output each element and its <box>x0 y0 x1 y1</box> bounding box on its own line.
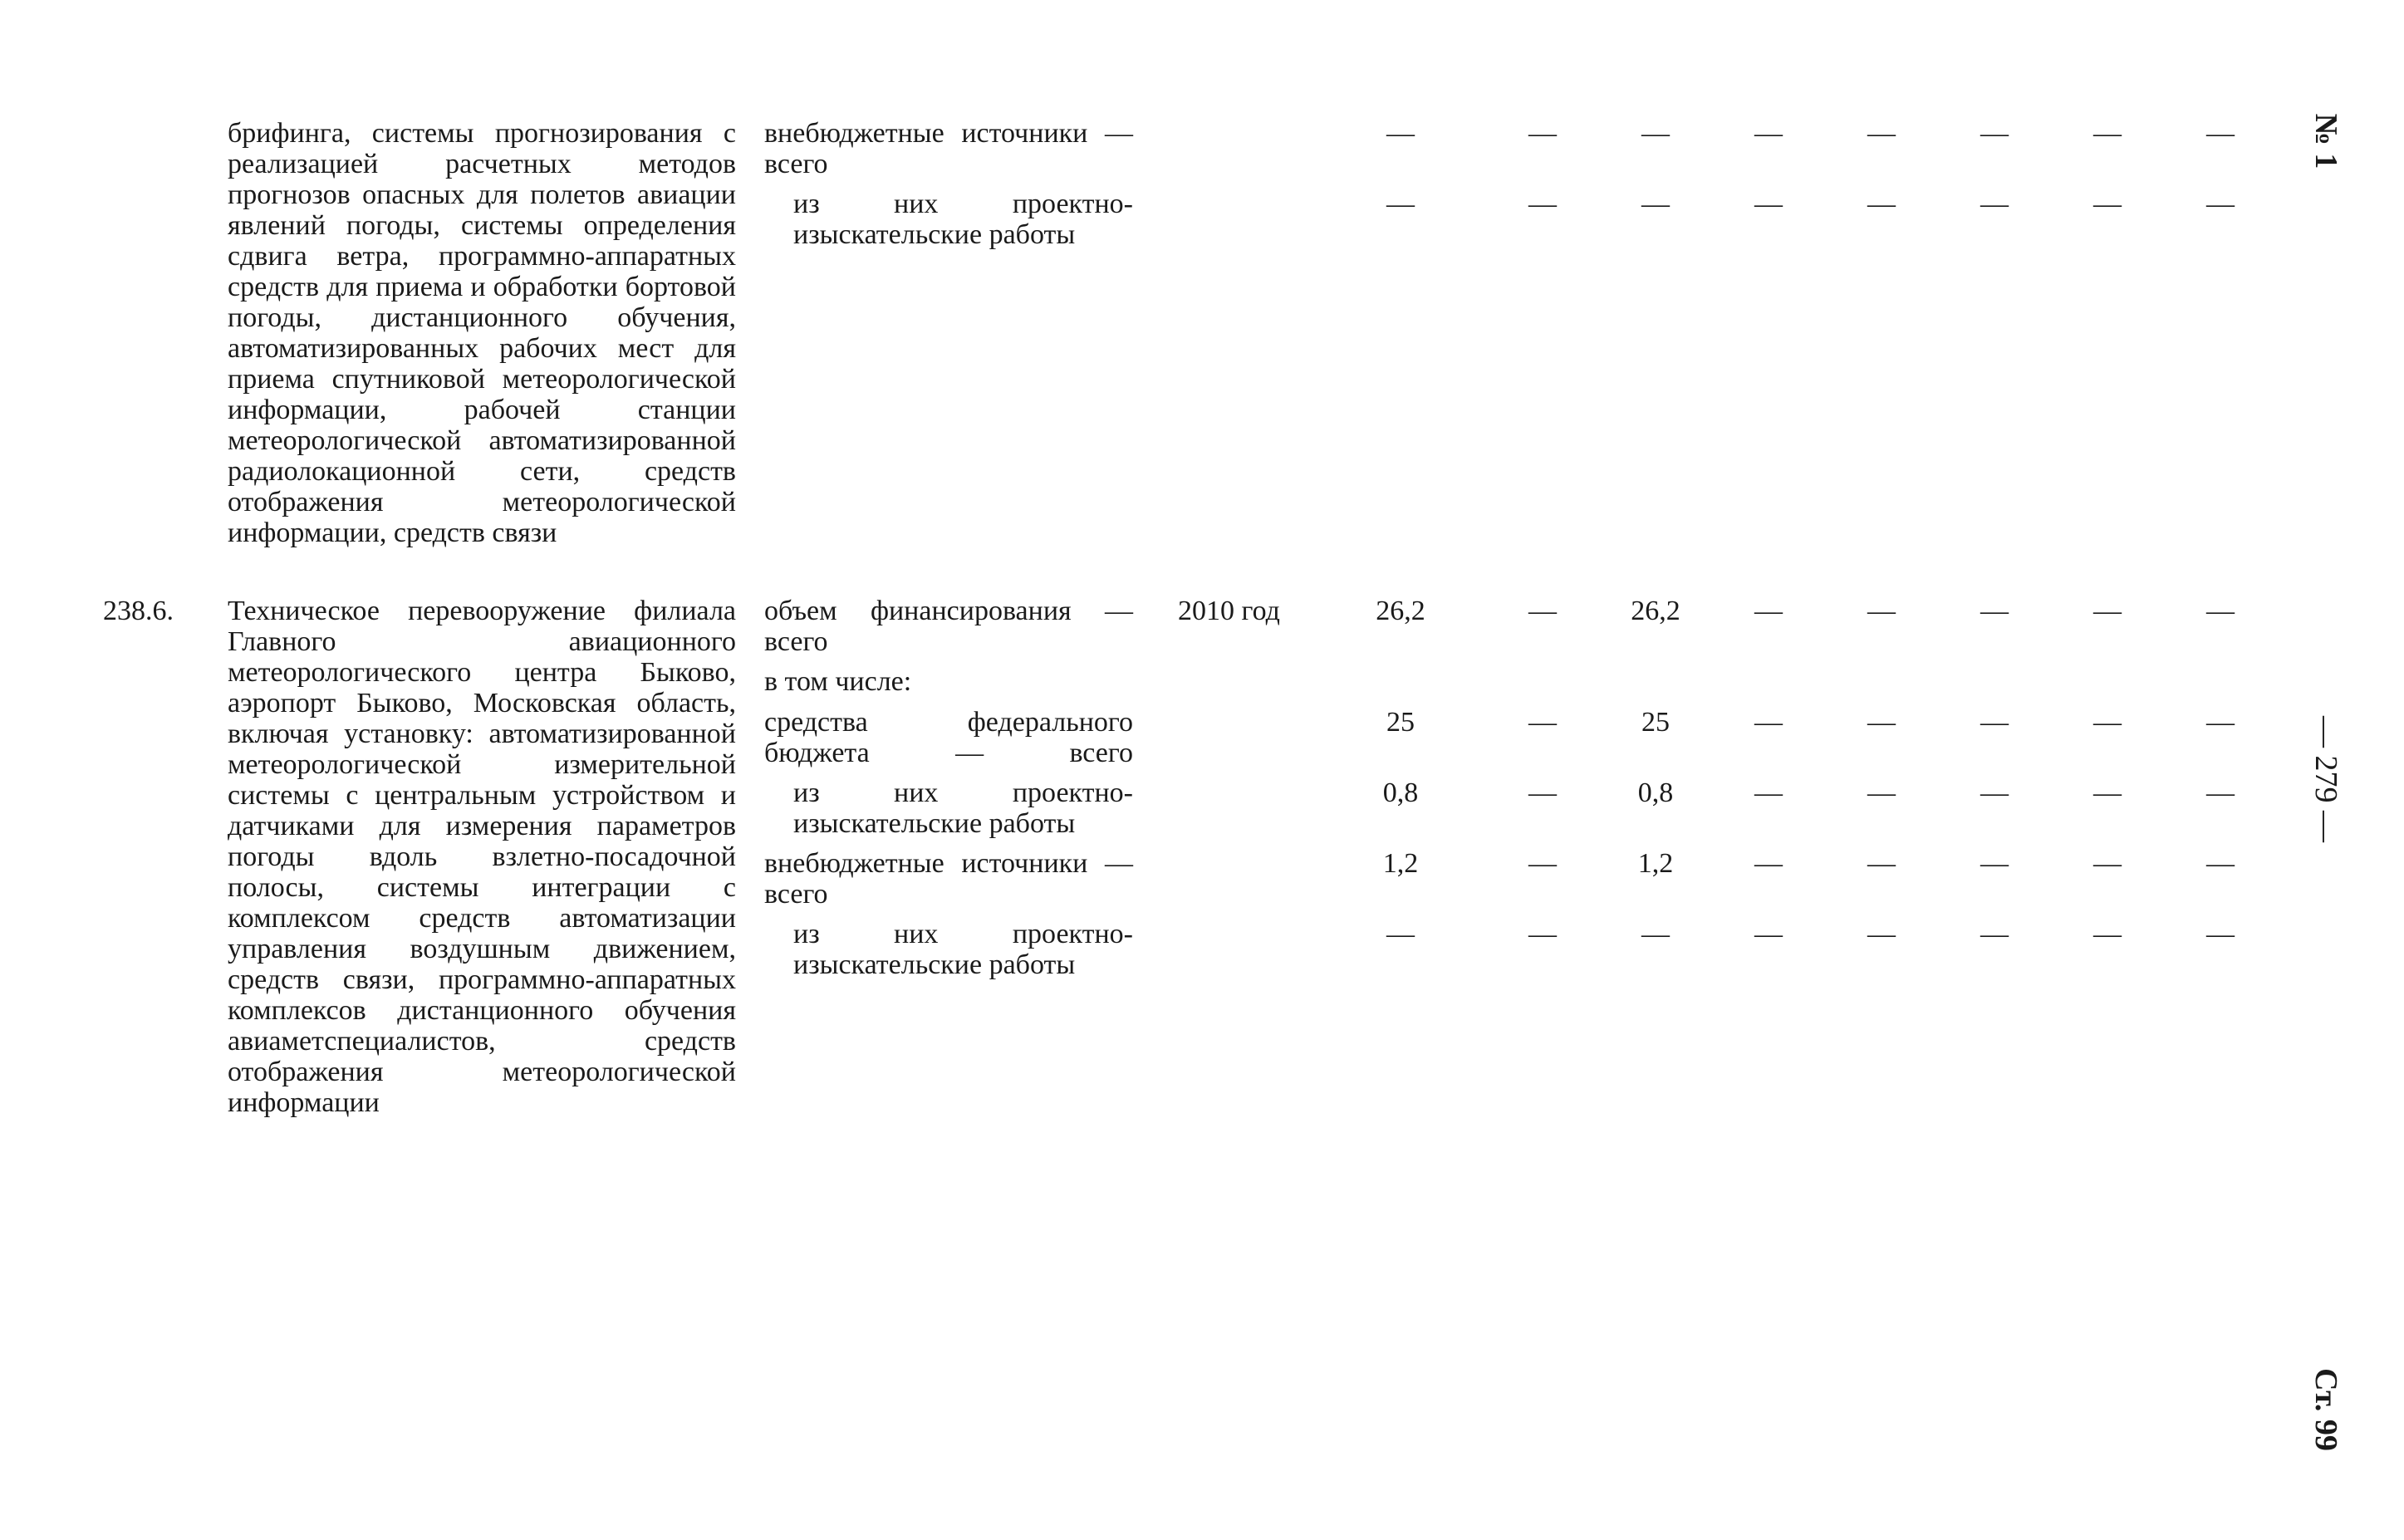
row-b-year: 2010 год <box>1178 596 1280 626</box>
row-b-number: 238.6. <box>103 596 174 626</box>
cell-value: — <box>2093 118 2122 149</box>
cell-value: — <box>2206 189 2235 219</box>
cell-value: — <box>1754 189 1783 219</box>
article-label: Ст. 99 <box>2308 1368 2343 1451</box>
cell-value: — <box>1867 848 1896 879</box>
cell-value: — <box>1867 118 1896 149</box>
cell-value: — <box>1386 118 1415 149</box>
cell-value: — <box>1980 118 2009 149</box>
cell-value: — <box>1754 118 1783 149</box>
cell-value: — <box>2093 777 2122 808</box>
cell-value: — <box>2206 777 2235 808</box>
cell-value: — <box>2093 707 2122 738</box>
cell-value: — <box>1528 118 1557 149</box>
row-b-description: Техническое перевооружение филиала Главного авиационного метеорологического центра Быково, аэропорт Быково, Московская область, включая установку: автоматизированной метеорологической измерительной системы с центральным устройством и датчиками для измерения параметров погоды вдоль взлетно-посадочной полосы, системы интеграции с комплексом средств автоматизации управления воздушным движением, средств связи, программно-аппаратных комплексов дистанционного обучения авиаметспециалистов, средств отображения метеорологической информации <box>228 596 736 1118</box>
row-a-source-0: внебюджетные источники — всего <box>764 118 1133 179</box>
cell-value: 26,2 <box>1631 596 1680 626</box>
cell-value: 0,8 <box>1637 777 1674 808</box>
cell-value: — <box>2093 848 2122 879</box>
cell-value: — <box>1980 919 2009 949</box>
row-b-source-5: из них проектно-изыскательские работы <box>793 919 1133 980</box>
cell-value: — <box>1528 777 1557 808</box>
cell-value: — <box>1867 189 1896 219</box>
cell-value: — <box>1980 707 2009 738</box>
cell-value: — <box>1980 848 2009 879</box>
row-a-source-1: из них проектно-изыскательские работы <box>793 189 1133 250</box>
cell-value: — <box>2093 919 2122 949</box>
cell-value: — <box>1528 848 1557 879</box>
page-number: — 279 — <box>2308 716 2343 842</box>
cell-value: — <box>1867 596 1896 626</box>
cell-value: — <box>1528 189 1557 219</box>
cell-value: — <box>1754 777 1783 808</box>
cell-value: — <box>2206 848 2235 879</box>
cell-value: 25 <box>1641 707 1670 738</box>
cell-value: — <box>1528 707 1557 738</box>
cell-value: — <box>2206 118 2235 149</box>
cell-value: 1,2 <box>1637 848 1674 879</box>
row-b-source-1: в том числе: <box>764 666 912 697</box>
cell-value: — <box>1528 596 1557 626</box>
cell-value: — <box>1386 189 1415 219</box>
cell-value: — <box>1980 189 2009 219</box>
cell-value: — <box>1980 777 2009 808</box>
cell-value: — <box>1867 919 1896 949</box>
cell-value: — <box>1754 919 1783 949</box>
row-b-source-3: из них проектно-изыскательские работы <box>793 777 1133 839</box>
cell-value: — <box>1867 777 1896 808</box>
row-b-source-2: средства федерального бюджета — всего <box>764 707 1133 768</box>
cell-value: — <box>2206 596 2235 626</box>
cell-value: 0,8 <box>1382 777 1419 808</box>
cell-value: — <box>1641 919 1670 949</box>
cell-value: — <box>1867 707 1896 738</box>
cell-value: 25 <box>1386 707 1415 738</box>
cell-value: — <box>1528 919 1557 949</box>
cell-value: — <box>1980 596 2009 626</box>
cell-value: 1,2 <box>1382 848 1419 879</box>
cell-value: — <box>1641 189 1670 219</box>
cell-value: — <box>1641 118 1670 149</box>
cell-value: — <box>1754 596 1783 626</box>
cell-value: — <box>1754 848 1783 879</box>
cell-value: — <box>2206 919 2235 949</box>
cell-value: 26,2 <box>1376 596 1425 626</box>
cell-value: — <box>2206 707 2235 738</box>
cell-value: — <box>2093 189 2122 219</box>
issue-label: № 1 <box>2308 113 2343 169</box>
row-b-source-4: внебюджетные источники — всего <box>764 848 1133 910</box>
row-a-description: брифинга, системы прогнозирования с реализацией расчетных методов прогнозов опасных для полетов авиации явлений погоды, системы определения сдвига ветра, программно-аппаратных средств для приема и обработки бортовой погоды, дистанционного обучения, автоматизированных рабочих мест для приема спутниковой метеорологической информации, рабочей станции метеорологической автоматизированной радиолокационной сети, средств отображения метеорологической информации, средств связи <box>228 118 736 548</box>
cell-value: — <box>1754 707 1783 738</box>
cell-value: — <box>2093 596 2122 626</box>
row-b-source-0: объем финансирования — всего <box>764 596 1133 657</box>
cell-value: — <box>1386 919 1415 949</box>
